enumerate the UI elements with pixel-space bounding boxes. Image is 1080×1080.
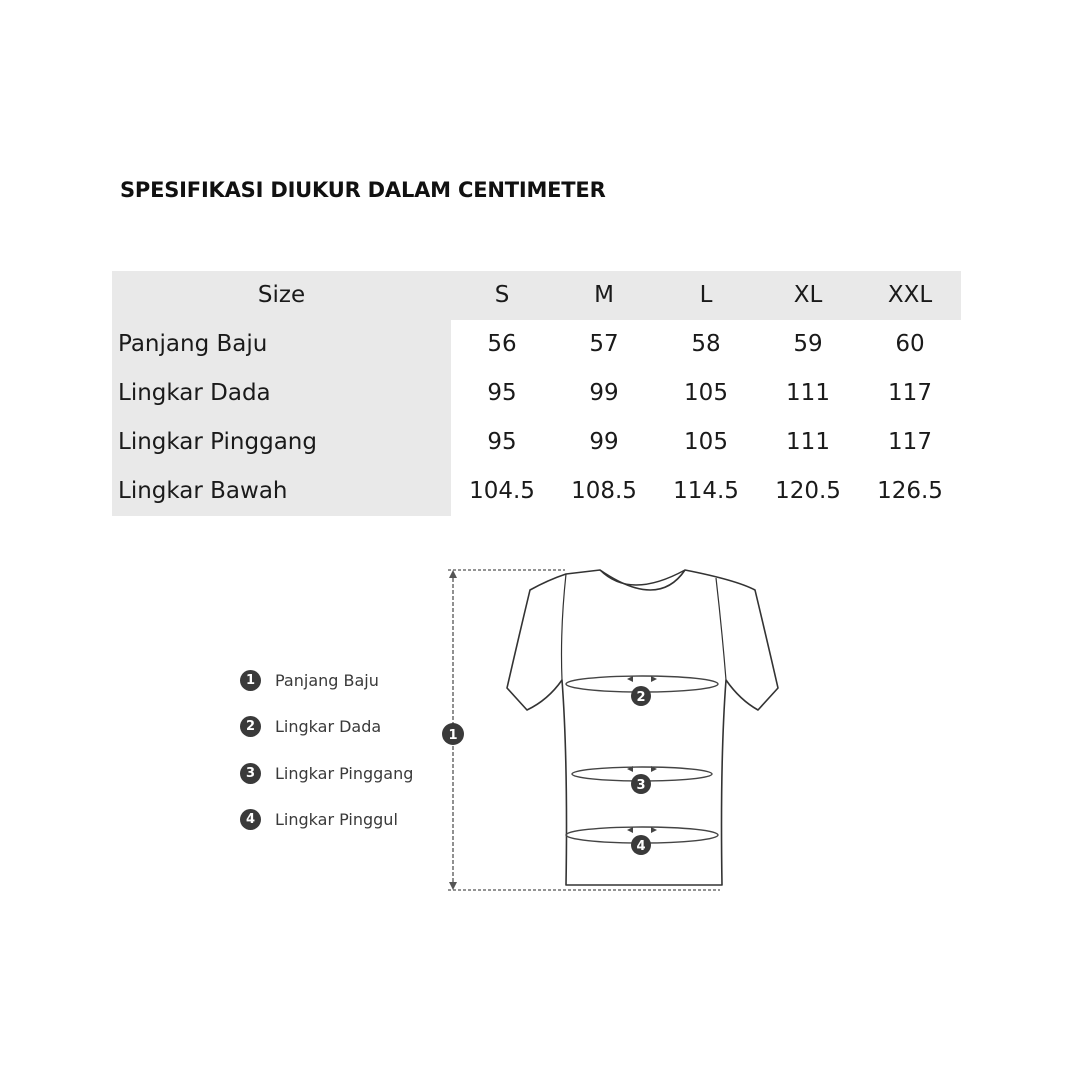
number-badge-3: 3 (240, 763, 261, 784)
table-cell: 111 (786, 380, 830, 406)
row-label: Lingkar Bawah (112, 467, 451, 516)
header-size-label: Size (112, 271, 451, 320)
table-cell: 99 (589, 429, 619, 455)
marker-2-label: 2 (636, 690, 646, 705)
arrow-up-icon (449, 570, 457, 578)
table-cell: 57 (589, 331, 619, 357)
table-cell: 108.5 (571, 478, 637, 504)
header-size-s: S (494, 282, 510, 308)
table-cell: 105 (684, 380, 728, 406)
marker-3-label: 3 (636, 778, 646, 793)
table-cell: 117 (888, 429, 932, 455)
table-cell: 120.5 (775, 478, 841, 504)
table-row (112, 418, 961, 467)
table-cell: 59 (793, 331, 823, 357)
table-cell: 95 (487, 380, 517, 406)
number-badge-1: 1 (240, 670, 261, 691)
table-row (112, 467, 961, 516)
table-cell: 105 (684, 429, 728, 455)
table-cell: 114.5 (673, 478, 739, 504)
tshirt-measurement-diagram (430, 560, 790, 900)
header-size-xxl: XXL (887, 282, 933, 308)
legend-label: Lingkar Pinggang (275, 764, 414, 783)
header-size-m: M (594, 282, 614, 308)
table-cell: 56 (487, 331, 517, 357)
row-label: Panjang Baju (112, 320, 451, 369)
table-cell: 95 (487, 429, 517, 455)
page-title: SPESIFIKASI DIUKUR DALAM CENTIMETER (120, 178, 606, 202)
table-cell: 111 (786, 429, 830, 455)
table-cell: 126.5 (877, 478, 943, 504)
legend-label: Panjang Baju (275, 671, 379, 690)
number-badge-2: 2 (240, 716, 261, 737)
legend-label: Lingkar Dada (275, 717, 382, 736)
marker-1-label: 1 (448, 728, 458, 743)
number-badge-4: 4 (240, 809, 261, 830)
table-cell: 117 (888, 380, 932, 406)
header-size-xl: XL (793, 282, 823, 308)
table-header-row (112, 271, 961, 320)
row-label: Lingkar Pinggang (112, 418, 451, 467)
arrow-down-icon (449, 882, 457, 890)
table-row (112, 369, 961, 418)
table-row (112, 320, 961, 369)
table-cell: 60 (895, 331, 925, 357)
table-cell: 58 (691, 331, 721, 357)
row-label: Lingkar Dada (112, 369, 451, 418)
legend-label: Lingkar Pinggul (275, 810, 398, 829)
size-table (112, 271, 961, 516)
table-cell: 104.5 (469, 478, 535, 504)
marker-4-label: 4 (636, 839, 646, 854)
table-cell: 99 (589, 380, 619, 406)
header-size-l: L (699, 282, 713, 308)
